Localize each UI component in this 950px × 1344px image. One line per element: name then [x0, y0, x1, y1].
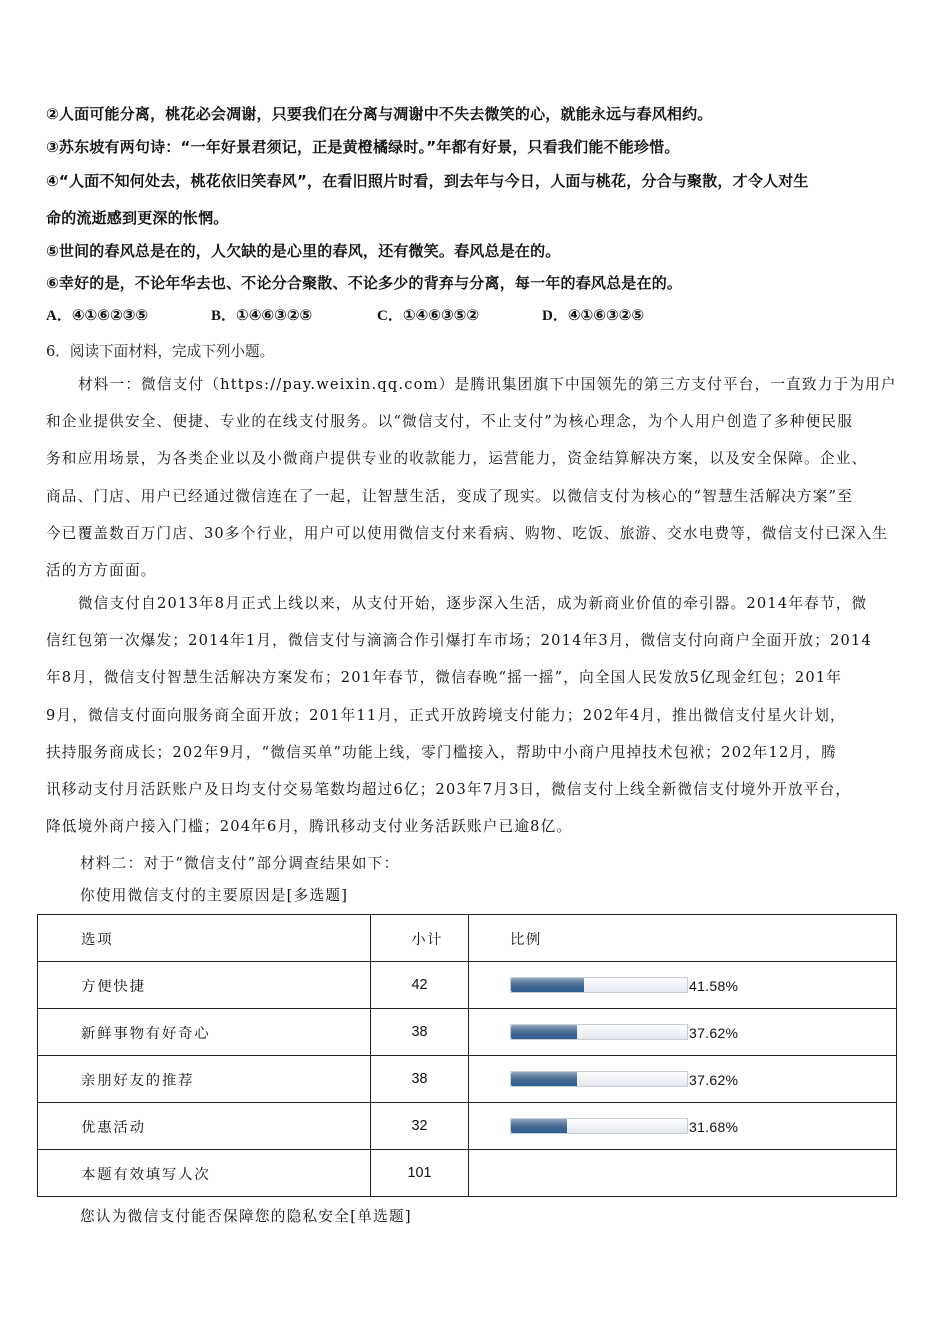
sentence-4: ④“人面不知何处去，桃花依旧笑春风”，在看旧照片时看，到去年与今日，人面与桃花，分合与聚散，才令人对生: [46, 172, 809, 190]
option-count: 42: [371, 962, 469, 1009]
choice-c[interactable]: C．①④⑥③⑤②: [377, 306, 480, 324]
header-count: 小计: [371, 915, 469, 962]
sentence-number: ④: [46, 172, 59, 190]
ratio-cell: [469, 962, 897, 1009]
wechat-pay-timeline-paragraph: [46, 585, 906, 845]
sentence-6: ⑥幸好的是，不论年华去也、不论分合聚散、不论多少的背弃与分离，每一年的春风总是在的。: [46, 274, 683, 292]
text-line: 讯移动支付月活跃账户及日均支付交易笔数均超过6亿；203年7月3日，微信支付上线全新微信支付境外开放平台，: [46, 781, 852, 799]
sentence-number: ③: [46, 138, 59, 156]
text-line: 活的方方面面。: [46, 562, 157, 580]
material-2-intro: 材料二：对于“微信支付”部分调查结果如下：: [80, 855, 400, 872]
survey-results-table: [37, 914, 897, 1197]
total-count: 101: [371, 1150, 469, 1197]
text-line: 微信支付自2013年8月正式上线以来，从支付开始，逐步深入生活，成为新商业价值的牵引器。2014年春节，微: [78, 595, 868, 612]
next-survey-question: 您认为微信支付能否保障您的隐私安全[单选题]: [80, 1208, 412, 1225]
sentence-4-continued: 命的流逝感到更深的怅惘。: [46, 209, 229, 227]
text-line: 扶持服务商成长；202年9月，“微信买单”功能上线，零门槛接入，帮助中小商户甩掉技术包袱；202年12月，腾: [46, 743, 837, 761]
option-count: 32: [371, 1103, 469, 1150]
ratio-percent: 31.68%: [689, 1119, 739, 1135]
text-line: 商品、门店、用户已经通过微信连在了一起，让智慧生活，变成了现实。以微信支付为核心的“智慧生活解决方案”至: [46, 487, 854, 505]
header-ratio: 比例: [469, 915, 897, 962]
table-total-row: [38, 1150, 897, 1197]
text-line: 今已覆盖数百万门店、30多个行业，用户可以使用微信支付来看病、购物、吃饭、旅游、交水电费等，微信支付已深入生: [46, 524, 889, 542]
text-line: 信红包第一次爆发；2014年1月，微信支付与滴滴合作引爆打车市场；2014年3月，微信支付向商户全面开放；2014: [46, 632, 872, 650]
progress-bar: [510, 1024, 688, 1040]
empty-cell: [469, 1150, 897, 1197]
table-row: [38, 1056, 897, 1103]
choice-a[interactable]: A．④①⑥②③⑤: [46, 306, 149, 324]
progress-fill: [511, 1025, 577, 1039]
sentence-2: ②人面可能分离，桃花必会凋谢，只要我们在分离与凋谢中不失去微笑的心，就能永远与春风相约。: [46, 105, 713, 123]
option-count: 38: [371, 1009, 469, 1056]
choice-d[interactable]: D．④①⑥③②⑤: [542, 306, 645, 324]
text-line: 材料一：微信支付（https://pay.weixin.qq.com）是腾讯集团旗下中国领先的第三方支付平台，一直致力于为用户: [78, 376, 897, 393]
sentence-5: ⑤世间的春风总是在的，人欠缺的是心里的春风，还有微笑。春风总是在的。: [46, 242, 561, 260]
choice-b[interactable]: B．①④⑥③②⑤: [211, 306, 313, 324]
ratio-cell: [469, 1009, 897, 1056]
option-count: 38: [371, 1056, 469, 1103]
progress-fill: [511, 978, 584, 992]
sentence-3: ③苏东坡有两句诗：“一年好景君须记，正是黄橙橘绿时。”年都有好景，只看我们能不能珍惜。: [46, 138, 680, 156]
ratio-cell: [469, 1103, 897, 1150]
table-row: [38, 962, 897, 1009]
table-header-row: [38, 915, 897, 962]
header-option: 选项: [38, 915, 371, 962]
ratio-percent: 37.62%: [689, 1025, 739, 1041]
sentence-number: ②: [46, 105, 59, 123]
progress-fill: [511, 1072, 577, 1086]
survey-question-title: 你使用微信支付的主要原因是[多选题]: [80, 887, 349, 904]
text-line: 降低境外商户接入门槛；204年6月，腾讯移动支付业务活跃账户已逾8亿。: [46, 818, 573, 836]
material-1-paragraph: [46, 366, 906, 589]
total-label: 本题有效填写人次: [38, 1150, 371, 1197]
ratio-percent: 41.58%: [689, 978, 739, 994]
progress-bar: [510, 977, 688, 993]
ratio-percent: 37.62%: [689, 1072, 739, 1088]
ratio-cell: [469, 1056, 897, 1103]
option-label: 亲朋好友的推荐: [38, 1056, 371, 1103]
option-label: 新鲜事物有好奇心: [38, 1009, 371, 1056]
progress-fill: [511, 1119, 567, 1133]
table-row: [38, 1009, 897, 1056]
question-6-heading: 6．阅读下面材料，完成下列小题。: [46, 343, 275, 360]
text-line: 和企业提供安全、便捷、专业的在线支付服务。以“微信支付，不止支付”为核心理念，为个人用户创造了多种便民服: [46, 413, 854, 431]
sentence-number: ⑥: [46, 274, 59, 292]
option-label: 方便快捷: [38, 962, 371, 1009]
text-line: 年8月，微信支付智慧生活解决方案发布；201年春节，微信春晚“摇一摇”，向全国人民发放5亿现金红包；201年: [46, 669, 843, 687]
text-line: 9月，微信支付面向服务商全面开放；201年11月，正式开放跨境支付能力；202年4月，推出微信支付星火计划，: [46, 706, 846, 724]
progress-bar: [510, 1071, 688, 1087]
sentence-number: ⑤: [46, 242, 59, 260]
progress-bar: [510, 1118, 688, 1134]
option-label: 优惠活动: [38, 1103, 371, 1150]
table-row: [38, 1103, 897, 1150]
text-line: 务和应用场景，为各类企业以及小微商户提供专业的收款能力，运营能力，资金结算解决方案，以及安全保障。企业、: [46, 450, 868, 468]
